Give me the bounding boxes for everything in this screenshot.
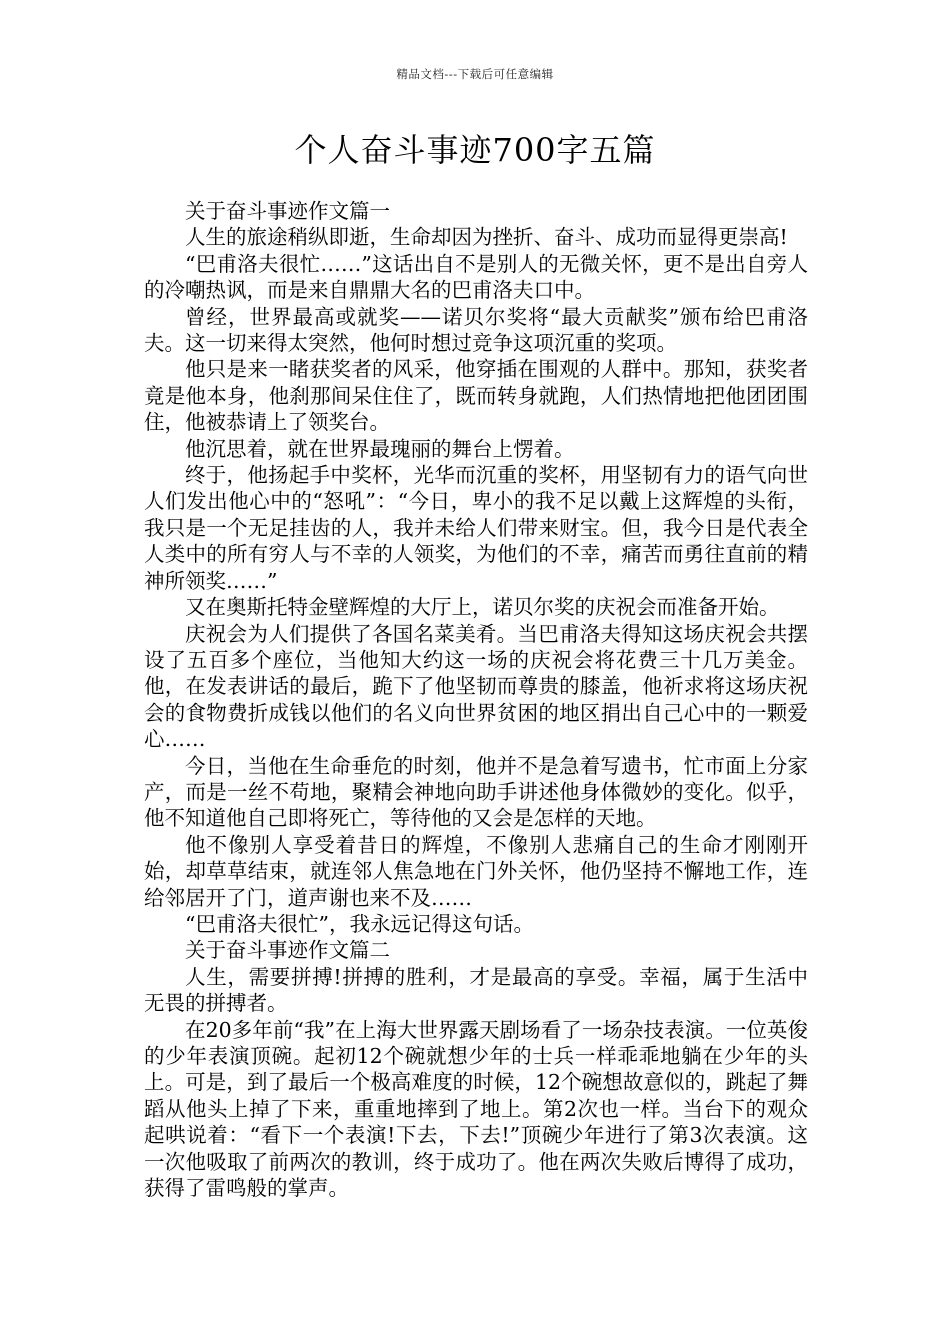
page-header-note: 精品文档---下载后可任意编辑 (396, 67, 554, 81)
paragraph: 曾经，世界最高或就奖——诺贝尔奖将“最大贡献奖”颁布给巴甫洛夫。这一切来得太突然，他何时想过竞争这项沉重的奖项。 (144, 304, 808, 356)
paragraph: “巴甫洛夫很忙……”这话出自不是别人的无微关怀，更不是出自旁人的冷嘲热讽，而是来自鼎鼎大名的巴甫洛夫口中。 (144, 251, 808, 303)
paragraph: “巴甫洛夫很忙”，我永远记得这句话。 (185, 911, 534, 936)
paragraph: 终于，他扬起手中奖杯，光华而沉重的奖杯，用坚韧有力的语气向世人们发出他心中的“怒吼”：“今日，卑小的我不足以戴上这辉煌的头衔，我只是一个无足挂齿的人，我并未给人们带来财宝。但，我今日是代表全人类中的所有穷人与不幸的人领奖，为他们的不幸，痛苦而勇往直前的精神所领奖……” (144, 463, 808, 593)
paragraph: 庆祝会为人们提供了各国名菜美肴。当巴甫洛夫得知这场庆祝会共摆设了五百多个座位，当他知大约这一场的庆祝会将花费三十几万美金。他，在发表讲话的最后，跪下了他坚韧而尊贵的膝盖，他祈求将这场庆祝会的食物费折成钱以他们的名义向世界贫困的地区捐出自己心中的一颗爱心…… (144, 621, 808, 752)
document-title: 个人奋斗事迹700字五篇 (294, 131, 656, 169)
paragraph: 他不像别人享受着昔日的辉煌，不像别人悲痛自己的生命才刚刚开始，却草草结束，就连邻人焦急地在门外关怀，他仍坚持不懈地工作，连给邻居开了门，道声谢也来不及…… (144, 832, 808, 910)
document-body (144, 198, 808, 1201)
paragraph: 在20多年前“我”在上海大世界露天剧场看了一场杂技表演。一位英俊的少年表演顶碗。起初12个碗就想少年的士兵一样乖乖地躺在少年的头上。可是，到了最后一个极高难度的时候，12个碗想故意似的，跳起了舞蹈从他头上掉了下来，重重地摔到了地上。第2次也一样。当台下的观众起哄说着：“看下一个表演!下去，下去!”顶碗少年进行了第3次表演。这一次他吸取了前两次的教训，终于成功了。他在两次失败后博得了成功，获得了雷鸣般的掌声。 (144, 1017, 808, 1201)
section-heading: 关于奋斗事迹作文篇二 (185, 938, 390, 963)
paragraph: 人生的旅途稍纵即逝，生命却因为挫折、奋斗、成功而显得更崇高! (185, 225, 788, 250)
paragraph: 他沉思着，就在世界最瑰丽的舞台上愣着。 (185, 436, 575, 461)
paragraph: 人生，需要拼搏!拼搏的胜利，才是最高的享受。幸福，属于生活中无畏的拼搏者。 (144, 964, 808, 1016)
paragraph: 又在奥斯托特金壁辉煌的大厅上，诺贝尔奖的庆祝会而准备开始。 (185, 595, 780, 620)
paragraph: 他只是来一睹获奖者的风采，他穿插在围观的人群中。那知，获奖者竟是他本身，他刹那间呆住住了，既而转身就跑，人们热情地把他团团围住，他被恭请上了领奖台。 (144, 357, 808, 435)
section-heading: 关于奋斗事迹作文篇一 (185, 199, 390, 223)
paragraph: 今日，当他在生命垂危的时刻，他并不是急着写遗书，忙市面上分家产，而是一丝不苟地，聚精会神地向助手讲述他身体微妙的变化。似乎，他不知道他自己即将死亡，等待他的又会是怎样的天地。 (144, 753, 808, 831)
